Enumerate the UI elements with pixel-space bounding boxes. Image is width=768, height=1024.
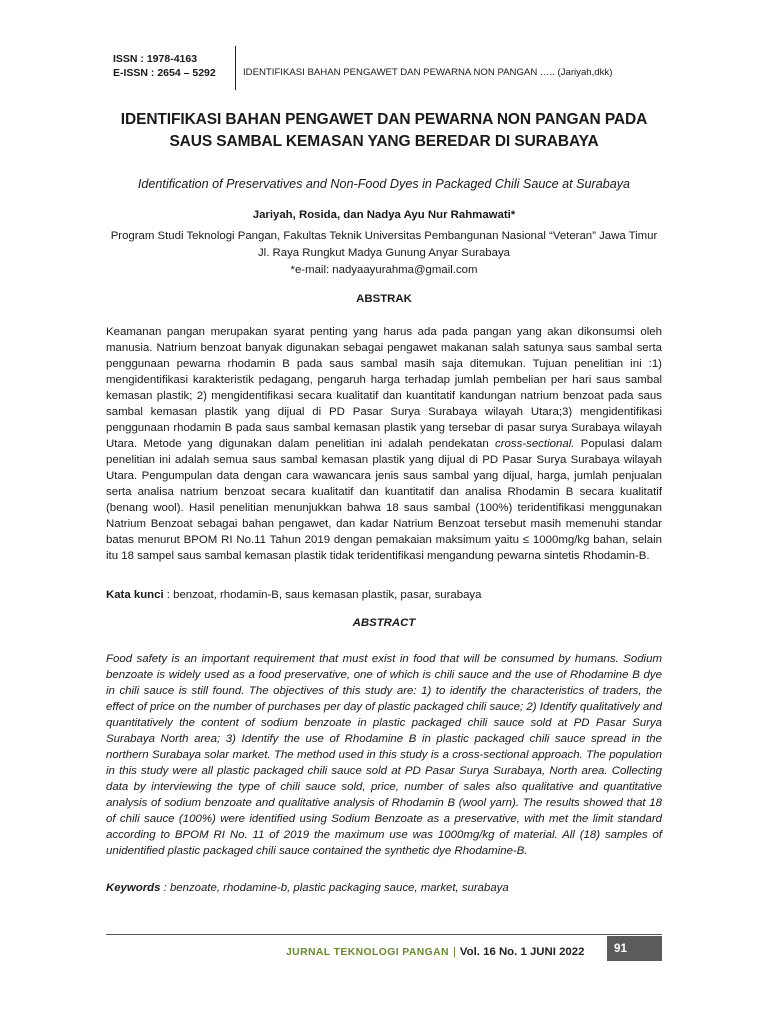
abstrak-heading: ABSTRAK [356,293,412,305]
keywords-text: : benzoate, rhodamine-b, plastic packaging sauce, market, surabaya [160,882,509,894]
footer-rule [106,934,662,935]
email-line: *e-mail: nadyaayurahma@gmail.com [290,264,478,276]
page-header [113,46,658,90]
journal-volume: Vol. 16 No. 1 JUNI 2022 [459,946,585,958]
kata-kunci-text: : benzoat, rhodamin-B, saus kemasan plastik, pasar, surabaya [163,589,482,601]
keywords-label: Keywords [106,882,161,894]
abstrak-text-part-2: Populasi dalam penelitian ini adalah semua saus sambal kemasan plastik yang dijual di PD Pasar Surya Surabaya wilayah Utara. Pengumpulan data dengan cara wawancara jenis saus sambal yang dijual, harga, jumlah penjualan serta analisa natrium benzoat secara kualitatif dan kuantitatif dan analisa Rhodamin B secara kualitatif (benang wool). Hasil penelitian menunjukkan bahwa 18 saus sambal (100%) teridentifikasi menggunakan Natrium Benzoat sebagai bahan pengawet, dan kadar Natrium Benzoat tersebut masih memenuhi standar batas menurut BPOM RI No.11 Tahun 2019 dengan pemakaian maksimum yaitu ≤ 1000mg/kg bahan, selain itu 18 sampel saus sambal kemasan plastik tidak teridentifikasi mengandung pewarna sintetis Rhodamin-B. [106,438,662,562]
affiliation-line: Program Studi Teknologi Pangan, Fakultas Teknik Universitas Pembangunan Nasional “Veteran” Jawa Timur [110,230,658,242]
paper-title: IDENTIFIKASI BAHAN PENGAWET DAN PEWARNA NON PANGAN PADA SAUS SAMBAL KEMASAN YANG BEREDAR DI SURABAYA [120,111,648,150]
page-number: 91 [607,936,662,961]
issn-block [113,52,216,80]
paper-title-english: Identification of Preservatives and Non-Food Dyes in Packaged Chili Sauce at Surabaya [137,177,631,191]
abstract-text: Food safety is an important requirement that must exist in food that will be consumed by humans. Sodium benzoate is widely used as a food preservative, one of which is chili sauce and the use of Rhodamine B dye in chili sauce is still found. The objectives of this study are: 1) to identify the characteristics of traders, the effect of price on the number of purchases per day of plastic packaged chili sauce; 2) Identify qualitatively and quantitatively the content of sodium benzoate in plastic packaged chili sauce sold at PD Pasar Surya Surabaya North area; 3) Identify the use of Rhodamine B in plastic packaged chili sauce spread in the northern Surabaya solar market. The method used in this study is a cross-sectional approach. The population in this study were all plastic packaged chili sauce sold at PD Pasar Surya Surabaya, North area. Collecting data by interviewing the type of chili sauce sold, price, number of sales also qualitative and quantitative analysis of sodium benzoate and qualitative analysis of Rhodamin B (wool yarn). The results showed that 18 of chili sauce (100%) were identified using Sodium Benzoate as a preservative, with met the limit standard according to BPOM RI No. 11 of 2019 the maximum use was 1000mg/kg of material. All (18) samples of unidentified plastic packaged chili sauce contained the synthetic dye Rhodamine-B. [106,653,662,857]
abstrak-text-italic: cross-sectional. [494,438,575,450]
keywords [106,880,662,896]
issn: ISSN : 1978-4163 [113,53,198,65]
abstract-heading: ABSTRACT [352,617,416,629]
running-title: IDENTIFIKASI BAHAN PENGAWET DAN PEWARNA NON PANGAN ….. (Jariyah,dkk) [243,67,613,78]
kata-kunci [106,587,662,603]
eissn: E-ISSN : 2654 – 5292 [113,67,216,79]
kata-kunci-label: Kata kunci [106,589,164,601]
abstrak-text [106,324,662,564]
journal-name: JURNAL TEKNOLOGI PANGAN [286,947,449,958]
abstrak-text-part-1: Keamanan pangan merupakan syarat penting yang harus ada pada pangan yang akan dikonsumsi oleh manusia. Natrium benzoat banyak digunakan sebagai pengawet makanan salah satunya saus sambal serta penggunaan pewarna rhodamin B pada saus sambal masih saja ditemukan. Tujuan penelitian ini :1) mengidentifikasi karakteristik pedagang, pengaruh harga terhadap jumlah pembelian per hari saus sambal kemasan plastik; 2) mengidentifikasi secara kualitatif dan kuantitatif kandungan natrium benzoat pada saus sambal kemasan plastik yang dijual di PD Pasar Surya Surabaya wilayah Utara;3) mengidentifikasi penggunaan rhodamin B pada saus sambal kemasan plastik yang tersebar di pasar surya Surabaya wilayah Utara. Metode yang digunakan dalam penelitian ini adalah pendekatan [106,326,662,450]
header-divider [235,46,236,90]
page-footer [286,943,584,961]
address-line: Jl. Raya Rungkut Madya Gunung Anyar Surabaya [257,247,510,259]
authors: Jariyah, Rosida, dan Nadya Ayu Nur Rahmawati* [252,209,516,221]
footer-separator: | [452,946,456,958]
